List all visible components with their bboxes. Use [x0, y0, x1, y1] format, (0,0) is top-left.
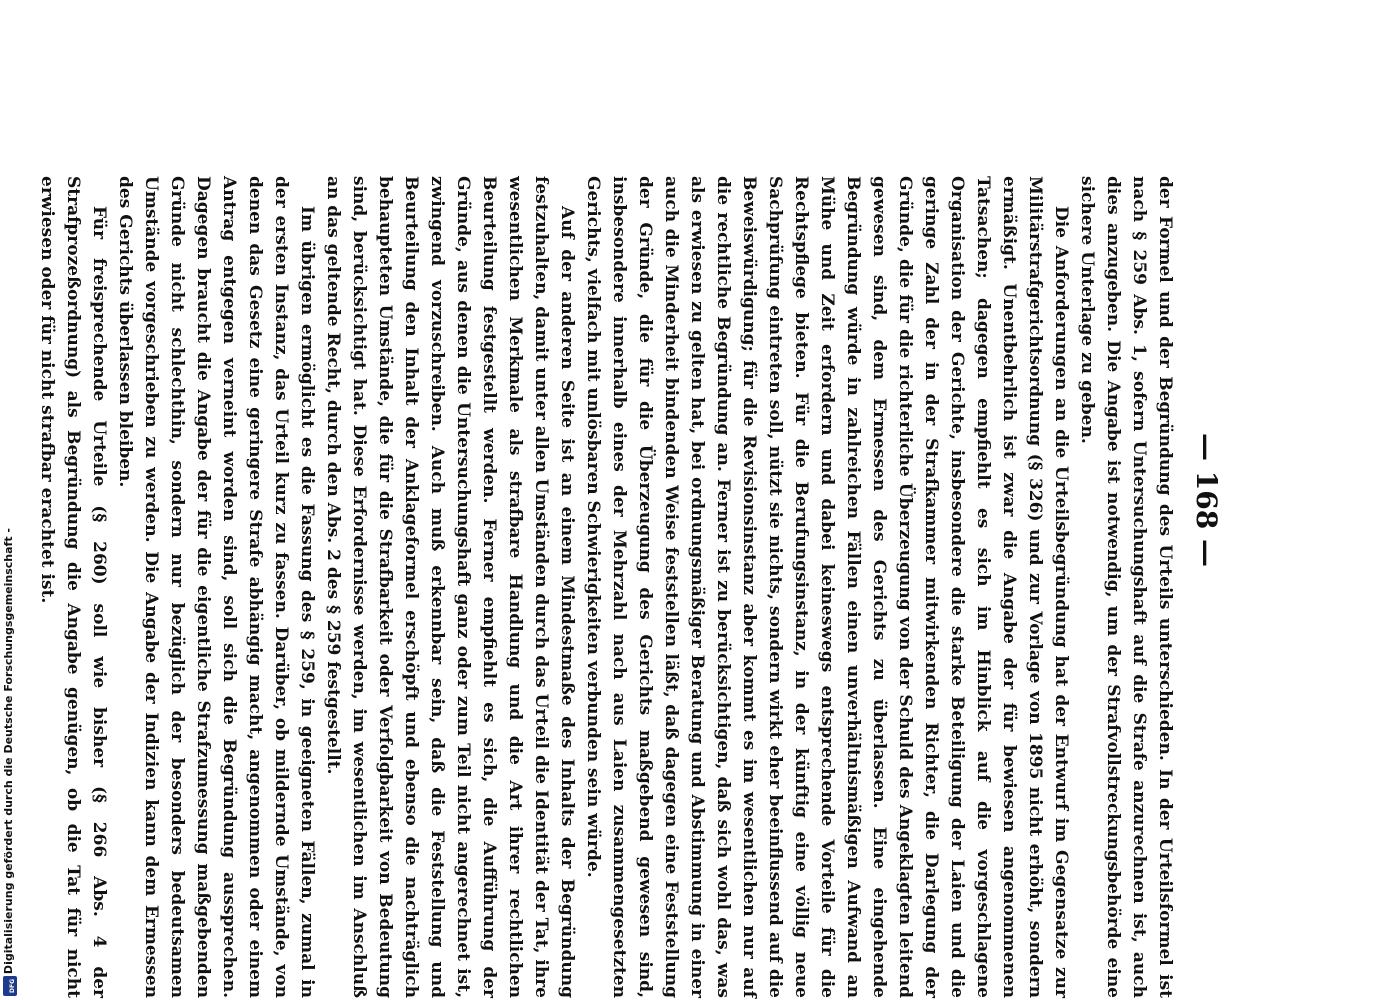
body-text	[37, 176, 1178, 998]
page-number: — 168 —	[1190, 433, 1223, 567]
paragraph: Die Anforderungen an die Urteilsbegründung hat der Entwurf im Gegensatze zur Militärstrafgerichtsordnung (§ 326) und zur Vorlage von 1895 nicht erhöht, sondern ermäßigt. Unentbehrlich ist zwar die Angabe der für bewiesen angenommenen Tatsachen; dagegen empfiehlt es sich im Hinblick auf die vorgeschlagene Organisation der Gerichte, insbesondere die starke Beteiligung der Laien und die geringe Zahl der in der Strafkammer mitwirkenden Richter, die Darlegung der Gründe, die für die richterliche Überzeugung von der Schuld des Angeklagten leitend gewesen sind, dem Ermessen des Gerichts zu überlassen. Eine eingehende Begründung würde in zahlreichen Fällen einen unverhältnismäßigen Aufwand an Mühe und Zeit erfordern und dabei keineswegs entsprechende Vorteile für die Rechtspflege bieten. Für die Berufungsinstanz, in der künftig eine völlig neue Sachprüfung eintreten soll, nützt sie nichts, sondern wirkt eher beeinflussend auf die Beweiswürdigung; für die Revisionsinstanz aber kommt es im wesentlichen nur auf die rechtliche Begründung an. Ferner ist zu berücksichtigen, daß sich wohl das, was als erwiesen zu gelten hat, bei ordnungsmäßiger Beratung und Abstimmung in einer auch die Minderheit bindenden Weise feststellen läßt, daß dagegen eine Feststellung der Gründe, die für die Überzeugung des Gerichts maßgebend gewesen sind, insbesondere innerhalb eines der Mehrzahl nach aus Laien zusammengesetzten Gerichts, vielfach mit unlösbaren Schwierigkeiten verbunden sein würde.	[583, 176, 1071, 998]
paragraph: Für freisprechende Urteile (§ 260) soll wie bisher (§ 266 Abs. 4 der Strafprozeßordnung) als Begründung die Angabe genügen, ob die Tat für nicht erwiesen oder für nicht strafbar erachtet ist.	[37, 176, 109, 998]
paragraph: der Formel und der Begründung des Urteils unterschieden. In der Urteilsformel ist nach § 259 Abs. 1, sofern Untersuchungshaft auf die Strafe anzurechnen ist, auch dies anzugeben. Die Angabe ist notwendig, um der Strafvollstreckungsbehörde eine sichere Unterlage zu geben.	[1077, 176, 1175, 998]
paragraph: Im übrigen ermöglicht es die Fassung des § 259, in geeigneten Fällen, zumal in der ersten Instanz, das Urteil kurz zu fassen. Darüber, ob mildernde Umstände, von denen das Gesetz eine geringere Strafe abhängig macht, angenommen oder einem Antrag entgegen verneint worden sind, soll sich die Begründung aussprechen. Dagegen braucht die Angabe der für die eigentliche Strafzumessung maßgebenden Gründe nicht schlechthin, sondern nur bezüglich der besonders bedeutsamen Umstände vorgeschrieben zu werden. Die Angabe der Indizien kann dem Ermessen des Gerichts überlassen bleiben.	[115, 176, 317, 998]
dfg-logo: DFG	[3, 976, 17, 996]
paragraph: Auf der anderen Seite ist an einem Mindestmaße des Inhalts der Begründung festzuhalten, damit unter allen Umständen durch das Urteil die Identität der Tat, ihre wesentlichen Merkmale als strafbare Handlung und die Art ihrer rechtlichen Beurteilung festgestellt werden. Ferner empfiehlt es sich, die Aufführung der Gründe, aus denen die Untersuchungshaft ganz oder zum Teil nicht angerechnet ist, zwingend vorzuschreiben. Auch muß erkennbar sein, daß die Feststellung und Beurteilung den Inhalt der Anklageformel erschöpft und ebenso die nachträglich behaupteten Umstände, die für die Strafbarkeit oder Verfolgbarkeit von Bedeutung sind, berücksichtigt hat. Diese Erfordernisse werden, im wesentlichen im Anschluß an das geltende Recht, durch den Abs. 2 des § 259 festgestellt.	[323, 176, 577, 998]
credit-text: Digitalisierung gefördert durch die Deutsche Forschungsgemeinschaft -	[2, 527, 15, 974]
digitization-credit	[0, 0, 22, 1000]
scanned-page	[37, 0, 1226, 1000]
